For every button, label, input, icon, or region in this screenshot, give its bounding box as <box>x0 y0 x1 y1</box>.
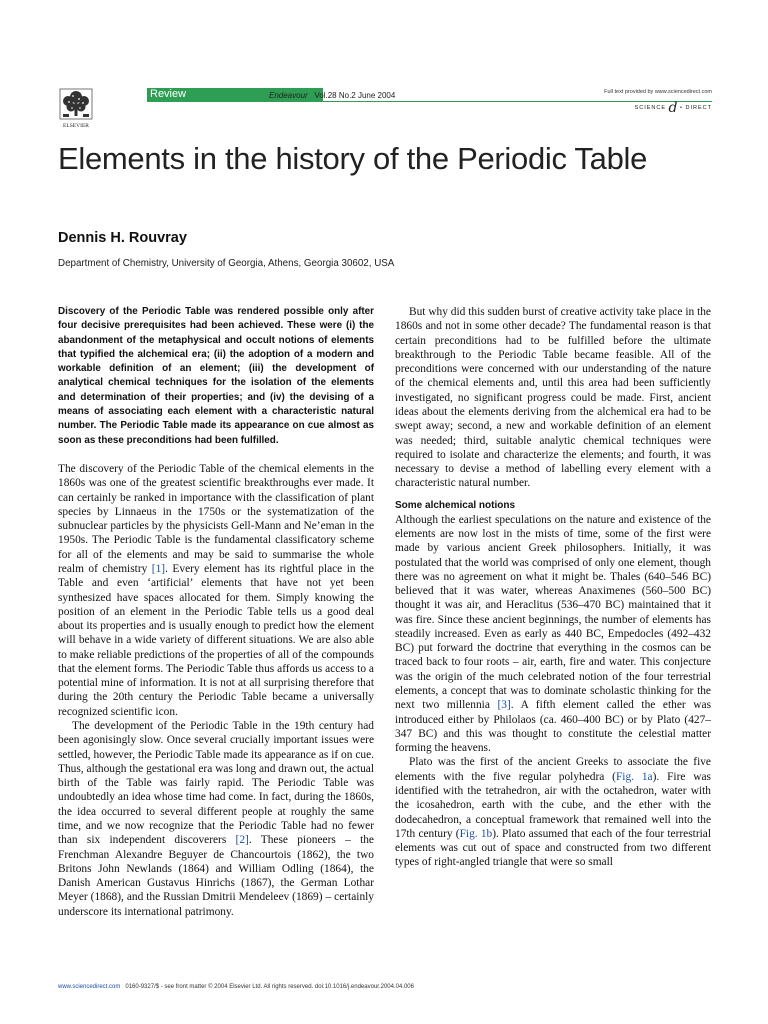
footer-url[interactable]: www.sciencedirect.com <box>58 984 121 990</box>
reference-3-link[interactable]: [3] <box>497 699 511 712</box>
sciencedirect-d: d <box>668 100 678 116</box>
figure-1b-link[interactable]: Fig. 1b <box>459 827 493 840</box>
journal-info <box>269 91 395 100</box>
paragraph-5-text-c: ). Plato assumed that each of the four terrestrial elements was cut out of space and constructed from two different types of right-angled triangle that were so small <box>395 827 711 869</box>
paragraph-4-text-a: Although the earliest speculations on the nature and existence of the elements are now lost in the mists of time, some of the first were made by various ancient Greek philosophers. Initially, it was postulated that the world was comprised of only one element, though there was no agreement on what it might be. Thales (640–546 BC) believed that it was water, whereas Anaximenes (560–500 BC) thought it was air, and Heraclitus (536–470 BC) maintained that it was fire. Since these ancient beginnings, the number of elements has steadily increased. Even as early as 440 BC, Empedocles (492–432 BC) put forward the doctrine that everything in the cosmos can be traced back to four roots – air, earth, fire and water. This conjecture was the origin of the much celebrated notion of the four terrestrial elements, a concept that was to dominate scholastic thinking for the next two millennia <box>395 513 711 712</box>
paragraph-3: But why did this sudden burst of creative activity take place in the 1860s and not in some other decade? The fundamental reason is that certain preconditions had to be fulfilled before the ultimate breakthrough to the Periodic Table became feasible. All of the preconditions were concerned with our understanding of the nature of the chemical elements and, until this area had been sufficiently investigated, no significant progress could be made. First, ancient ideas about the elements deriving from the alchemical era had to be swept away; second, a new and workable definition of an element was needed; third, suitable analytic chemical techniques were required to isolate and characterize the elements; and fourth, it was necessary to devise a method of labelling every element with a characteristic natural number. <box>395 306 711 490</box>
sciencedirect-right: DIRECT <box>685 105 712 111</box>
paragraph-2-text-a: The development of the Periodic Table in the 19th century had been agonisingly slow. Once several crucially important issues were settled, however, the Periodic Table made its appearance as if on cue. Thus, although the gestational era was long and drawn out, the actual birth of the Table was fairly rapid. The Periodic Table was undoubtedly an idea whose time had come. In fact, during the 1860s, the idea occurred to several different people at roughly the same time, and we now recognize that the Periodic Table had no fewer than six independent discoverers <box>58 720 374 847</box>
volume-info: Vol.28 No.2 June 2004 <box>314 91 396 100</box>
paragraph-2-text-b: . These pioneers – the Frenchman Alexandre Beguyer de Chancourtois (1862), the two Britons John Newlands (1864) and William Odling (1864), the Danish American Gustavus Hinrichs (1867), the German Lothar Meyer (1868), and the Russian Dmitrii Mendeleev (1869) – certainly underscore its international patrimony. <box>58 834 374 918</box>
journal-name: Endeavour <box>269 91 308 100</box>
paragraph-1-text-b: . Every element has its rightful place in the Table and even ‘artificial’ elements that have not yet been synthesized have spaces allocated for them. Simply knowing the position of an element in the Periodic Table tells us a good deal about its properties and is usually enough to predict how the element will behave in a wide variety of different situations. We are also able to make reliable predictions of the properties of all of the compounds that the element forms. The Periodic Table thus affords us access to a potential mine of information. It is not at all surprising therefore that during the 20th century the Periodic Table became a universally recognized scientific icon. <box>58 562 374 718</box>
sciencedirect-logo <box>635 100 712 116</box>
fulltext-note: Full text provided by www.sciencedirect.com <box>604 89 712 95</box>
reference-1-link[interactable]: [1] <box>151 562 166 575</box>
paragraph-4-text-b: . A fifth element called the ether was introduced either by Philolaos (ca. 460–400 BC) or by Plato (427–347 BC) and this was thought to constitute the celestial matter forming the heavens. <box>395 699 712 755</box>
figure-1a-link[interactable]: Fig. 1a <box>615 770 653 783</box>
sciencedirect-dot: • <box>680 105 683 111</box>
header-rule <box>147 101 712 102</box>
article-title: Elements in the history of the Periodic Table <box>58 141 648 176</box>
author-name: Dennis H. Rouvray <box>58 230 187 246</box>
elsevier-tree-logo <box>58 88 94 130</box>
abstract: Discovery of the Periodic Table was rendered possible only after four decisive prerequisites had been achieved. These were (i) the abandonment of the metaphysical and occult notions of elements that typified the alchemical era; (ii) the adoption of a modern and workable definition of an element; (iii) the development of analytical chemical techniques for the isolation of the elements and determination of their properties; and (iv) the devising of a means of associating each element with a characteristic natural number. The Periodic Table made its appearance on cue almost as soon as these preconditions had been fulfilled. <box>58 306 374 446</box>
sciencedirect-left: SCIENCE <box>634 105 667 111</box>
paragraph-4 <box>395 513 711 756</box>
paragraph-1 <box>58 462 374 719</box>
paragraph-2 <box>58 719 374 919</box>
paragraph-5-text-a: Plato was the first of the ancient Greeks to associate the five elements with the five regular polyhedra ( <box>395 756 711 783</box>
author-affiliation: Department of Chemistry, University of Georgia, Athens, Georgia 30602, USA <box>58 258 395 269</box>
publisher-name: ELSEVIER <box>63 123 89 129</box>
reference-2-link[interactable]: [2] <box>235 834 249 847</box>
right-column <box>395 305 711 870</box>
paragraph-1-text-a: The discovery of the Periodic Table of the chemical elements in the 1860s was one of the greatest scientific breakthroughs ever made. It can certainly be ranked in importance with the classification of plant species by Linnaeus in the 1750s or the systematization of the subnuclear particles by the physicists Gell-Mann and Ne’eman in the 1950s. The Periodic Table is the fundamental classificatory scheme for all of the elements and may be said to summarise the whole realm of chemistry <box>58 462 374 575</box>
left-column <box>58 305 374 919</box>
paragraph-5 <box>395 755 711 869</box>
paragraph-5-text-b: ). Fire was identified with the tetrahedron, air with the octahedron, water with the icosahedron, earth with the cube, and the ether with the dodecahedron, a conceptual framework that remained well into the 17th century ( <box>395 770 711 840</box>
page-header <box>58 88 712 134</box>
section-heading: Some alchemical notions <box>395 499 516 511</box>
footer-copyright: 0160-9327/$ - see front matter © 2004 Elsevier Ltd. All rights reserved. doi:10.1016/j.endeavour.2004.04.006 <box>125 984 414 990</box>
section-label: Review <box>147 88 323 101</box>
page-footer <box>58 984 414 990</box>
